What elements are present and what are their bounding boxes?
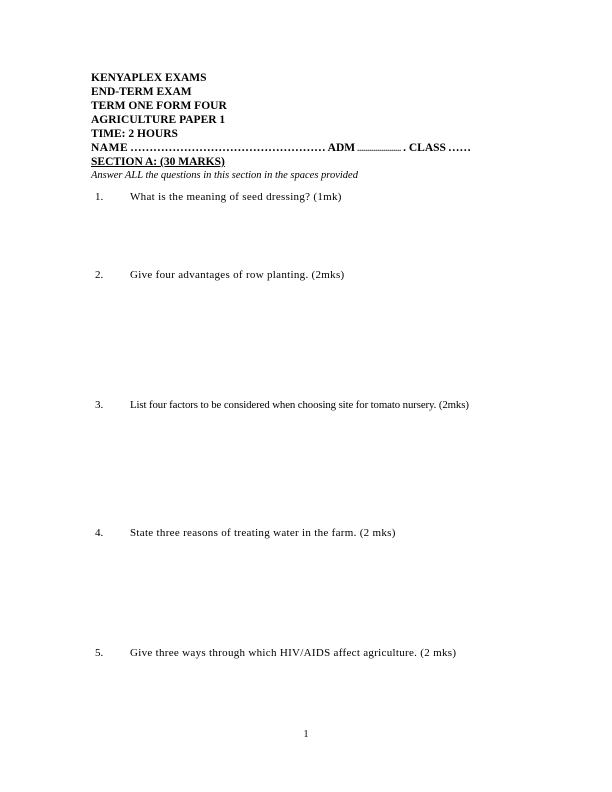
name-label: NAME (91, 142, 129, 154)
term-form: TERM ONE FORM FOUR (91, 100, 227, 112)
question-number: 4. (95, 527, 104, 539)
question-1 (95, 191, 535, 203)
question-text: List four factors to be considered when choosing site for tomato nursery. (2mks) (130, 399, 469, 411)
class-field[interactable]: …… (447, 142, 471, 154)
question-number: 1. (95, 191, 104, 203)
question-number: 5. (95, 647, 104, 659)
exam-type: END-TERM EXAM (91, 86, 192, 98)
question-number: 3. (95, 399, 104, 411)
question-text: Give three ways through which HIV/AIDS affect agriculture. (2 mks) (130, 647, 457, 659)
question-text: What is the meaning of seed dressing? (1mk) (130, 191, 342, 203)
adm-field[interactable]: ...................... (357, 144, 402, 153)
question-5 (95, 647, 535, 659)
adm-label: ADM (327, 142, 356, 154)
class-label: . CLASS (403, 142, 446, 154)
section-title: SECTION A: (30 MARKS) (91, 156, 225, 168)
exam-header (91, 71, 531, 182)
question-text: Give four advantages of row planting. (2mks) (130, 269, 345, 281)
section-instruction: Answer ALL the questions in this section in the spaces provided (91, 170, 358, 181)
page-number: 1 (303, 729, 309, 740)
question-4 (95, 527, 535, 539)
exam-provider: KENYAPLEX EXAMS (91, 72, 207, 84)
question-3 (95, 399, 535, 411)
subject-paper: AGRICULTURE PAPER 1 (91, 114, 226, 126)
student-details-line (91, 141, 531, 156)
exam-time: TIME: 2 HOURS (91, 128, 178, 140)
question-2 (95, 269, 535, 281)
question-text: State three reasons of treating water in the farm. (2 mks) (130, 527, 396, 539)
question-number: 2. (95, 269, 104, 281)
name-field[interactable]: …………………………………………… (130, 142, 326, 154)
